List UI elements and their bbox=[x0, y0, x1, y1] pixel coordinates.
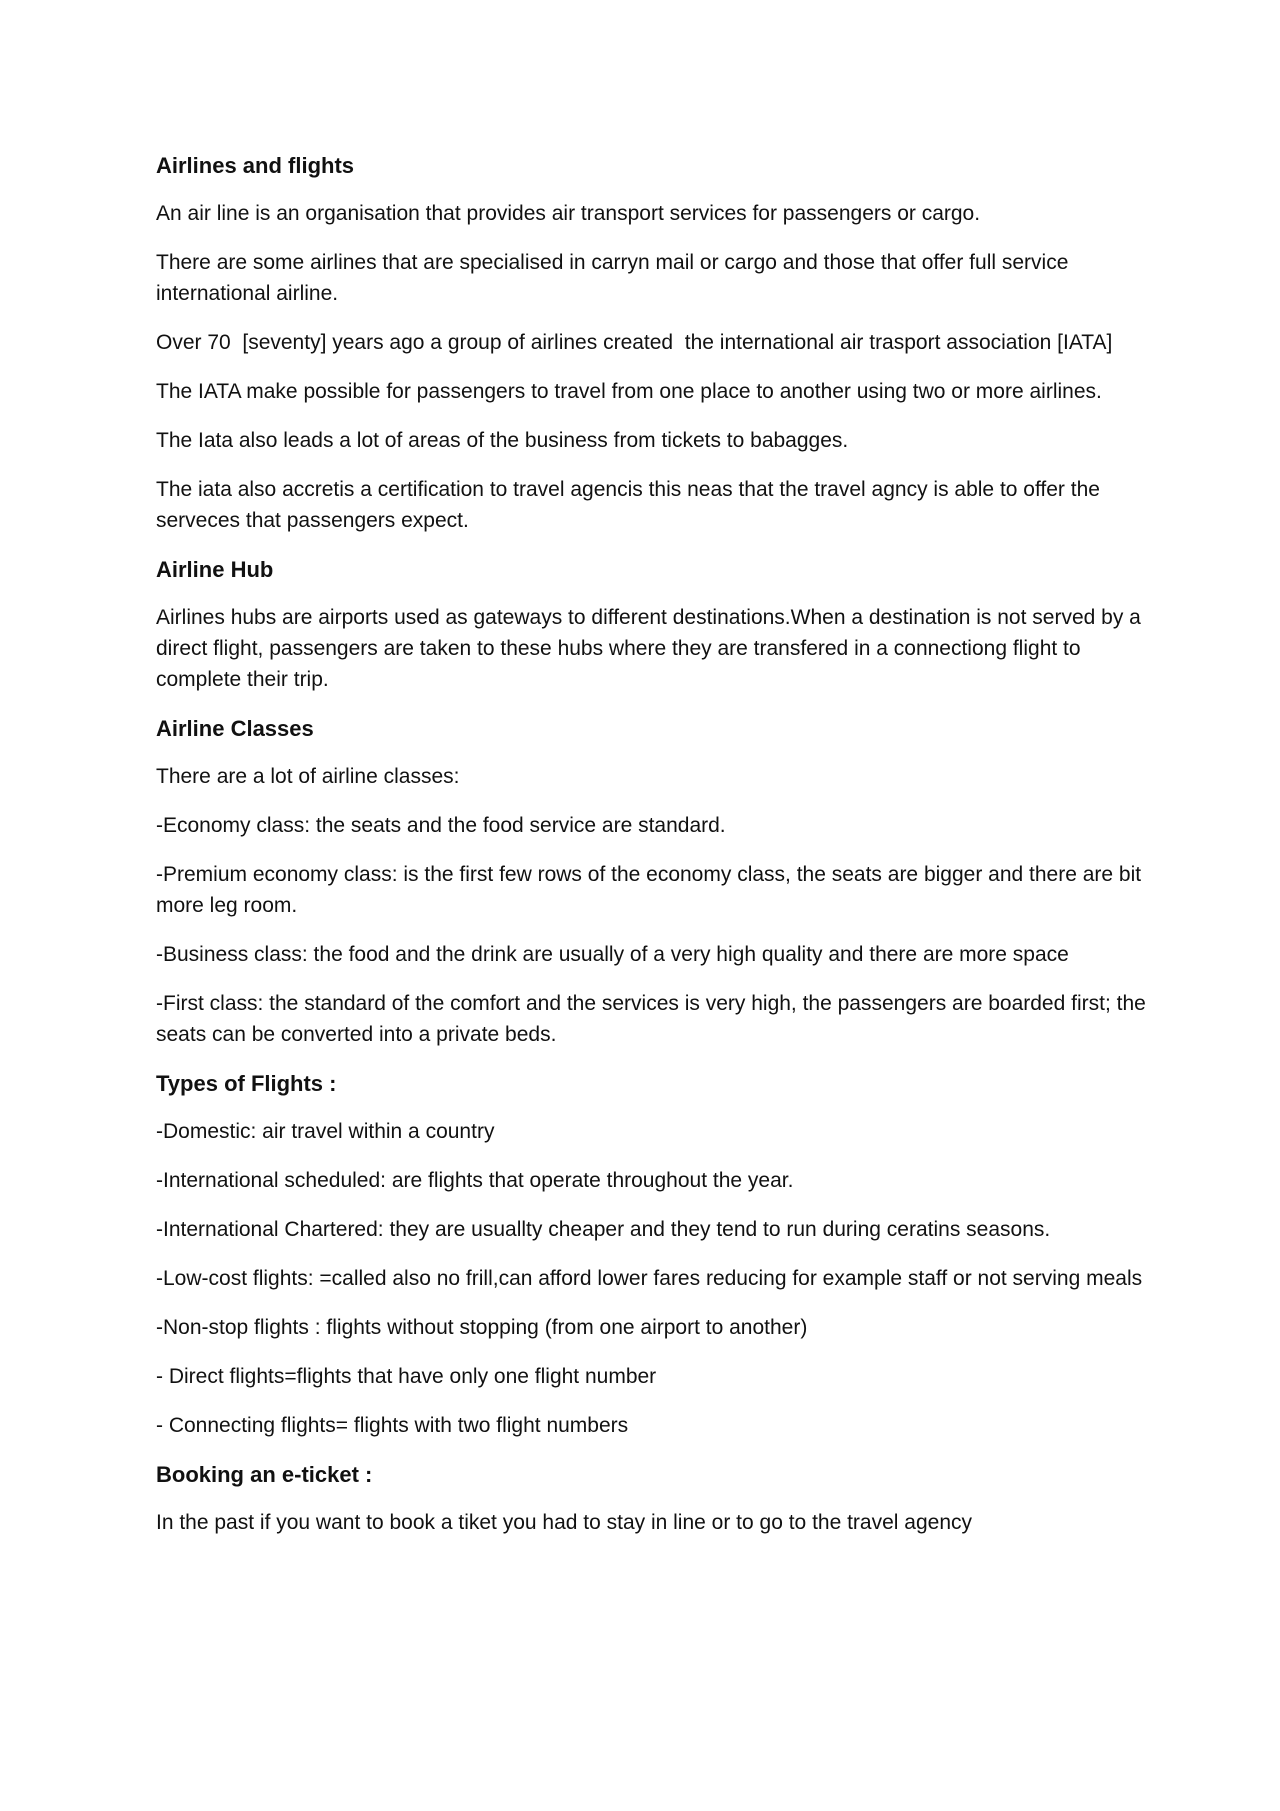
heading-booking-e-ticket: Booking an e-ticket : bbox=[156, 1462, 373, 1487]
heading-airline-hub: Airline Hub bbox=[156, 557, 274, 582]
paragraph-iata-travel: The IATA make possible for passengers to travel from one place to another using two or more airlines. bbox=[156, 380, 1102, 403]
paragraph-booking-past: In the past if you want to book a tiket you had to stay in line or to go to the travel agency bbox=[156, 1511, 972, 1534]
paragraph-airline-hub: Airlines hubs are airports used as gateways to different destinations.When a destination is not served by a direct flight, passengers are taken to these hubs where they are transfered in a connectiong flight to complete their trip. bbox=[156, 606, 1147, 691]
paragraph-iata-certification: The iata also accretis a certification to travel agencis this neas that the travel agncy is able to offer the serveces that passengers expect. bbox=[156, 478, 1106, 532]
paragraph-premium-economy-class: -Premium economy class: is the first few rows of the economy class, the seats are bigger and there are bit more leg room. bbox=[156, 863, 1147, 917]
heading-airlines-and-flights: Airlines and flights bbox=[156, 153, 355, 178]
paragraph-international-chartered: -International Chartered: they are usuallty cheaper and they tend to run during ceratins seasons. bbox=[156, 1218, 1051, 1241]
paragraph-classes-intro: There are a lot of airline classes: bbox=[156, 765, 460, 788]
paragraph-iata-business: The Iata also leads a lot of areas of the business from tickets to babagges. bbox=[156, 429, 849, 452]
paragraph-iata-history: Over 70 [seventy] years ago a group of airlines created the international air trasport association [IATA] bbox=[156, 331, 1113, 354]
paragraph-first-class: -First class: the standard of the comfort and the services is very high, the passengers are boarded first; the seats can be converted into a private beds. bbox=[156, 992, 1152, 1046]
paragraph-low-cost-flights: -Low-cost flights: =called also no frill,can afford lower fares reducing for example staff or not serving meals bbox=[156, 1267, 1143, 1290]
paragraph-airline-types: There are some airlines that are specialised in carryn mail or cargo and those that offer full service international airline. bbox=[156, 251, 1075, 305]
paragraph-business-class: -Business class: the food and the drink are usually of a very high quality and there are more space bbox=[156, 943, 1069, 966]
document-page bbox=[156, 150, 1152, 1556]
heading-types-of-flights: Types of Flights : bbox=[156, 1071, 337, 1096]
paragraph-economy-class: -Economy class: the seats and the food service are standard. bbox=[156, 814, 726, 837]
paragraph-airline-definition: An air line is an organisation that provides air transport services for passengers or cargo. bbox=[156, 202, 981, 225]
paragraph-domestic: -Domestic: air travel within a country bbox=[156, 1120, 495, 1143]
paragraph-non-stop-flights: -Non-stop flights : flights without stopping (from one airport to another) bbox=[156, 1316, 808, 1339]
paragraph-connecting-flights: - Connecting flights= flights with two flight numbers bbox=[156, 1414, 629, 1437]
heading-airline-classes: Airline Classes bbox=[156, 716, 314, 741]
paragraph-direct-flights: - Direct flights=flights that have only one flight number bbox=[156, 1365, 657, 1388]
paragraph-international-scheduled: -International scheduled: are flights that operate throughout the year. bbox=[156, 1169, 794, 1192]
